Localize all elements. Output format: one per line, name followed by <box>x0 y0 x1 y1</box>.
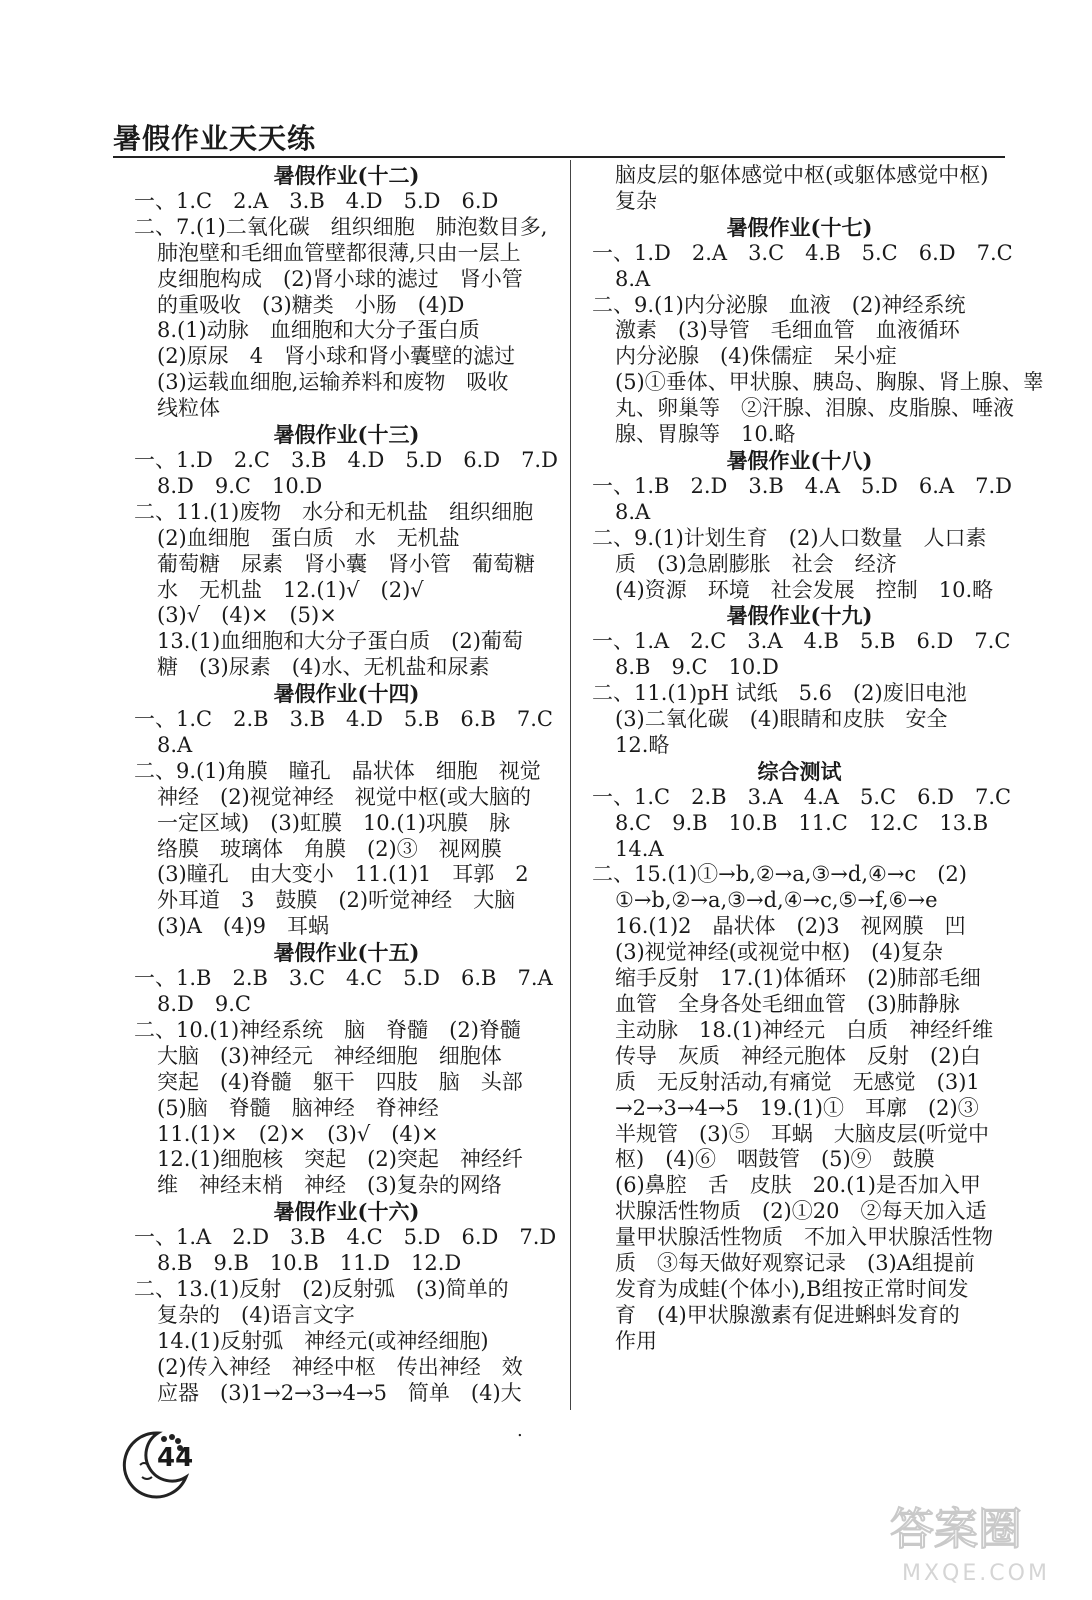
answer-line: 复杂的 (4)语言文字 <box>157 1302 355 1327</box>
section-title: 暑假作业(十二) <box>273 163 420 188</box>
answer-line: 水 无机盐 12.(1)√ (2)√ <box>157 577 424 602</box>
answer-line: 葡萄糖 尿素 肾小囊 肾小管 葡萄糖 <box>157 551 535 576</box>
answer-line: 缩手反射 17.(1)体循环 (2)肺部毛细 <box>615 966 981 991</box>
answer-line: (3)视觉神经(或视觉中枢) (4)复杂 <box>615 940 943 965</box>
answer-line: (4)资源 环境 社会发展 控制 10.略 <box>615 577 994 602</box>
page-number: 44 <box>157 1443 194 1473</box>
answer-line: 络膜 玻璃体 角膜 (2)③ 视网膜 <box>157 836 502 861</box>
answer-line: (3)瞳孔 由大变小 11.(1)1 耳郭 2 <box>157 862 529 887</box>
header-rule <box>113 156 1005 158</box>
answer-line: 皮细胞构成 (2)肾小球的滤过 肾小管 <box>157 266 523 291</box>
answer-line: 质 ③每天做好观察记录 (3)A组提前 <box>615 1251 975 1276</box>
answer-line: 糖 (3)尿素 (4)水、无机盐和尿素 <box>157 655 490 680</box>
answer-line: 一、1.B 2.D 3.B 4.A 5.D 6.A 7.D <box>592 473 1012 498</box>
answer-line: 14.A <box>615 836 664 861</box>
answer-line: 激素 (3)导管 毛细血管 血液循环 <box>615 318 960 343</box>
answer-line: 外耳道 3 鼓膜 (2)听觉神经 大脑 <box>157 888 516 913</box>
answer-line: (2)血细胞 蛋白质 水 无机盐 <box>157 525 460 550</box>
answer-line: 状腺活性物质 (2)①20 ②每天加入适 <box>615 1199 987 1224</box>
answer-line: 质 (3)急剧膨胀 社会 经济 <box>615 551 897 576</box>
answer-line: 一、1.A 2.D 3.B 4.C 5.D 6.D 7.D <box>134 1225 557 1250</box>
right-column <box>592 163 1044 1355</box>
answer-line: 质 无反射活动,有痛觉 无感觉 (3)1 <box>615 1069 980 1094</box>
answer-line: (3)A (4)9 耳蜗 <box>157 914 330 939</box>
watermark-url: MXQE.COM <box>902 1561 1050 1586</box>
answer-line: 8.A <box>615 499 651 524</box>
stray-dot: . <box>517 1420 523 1441</box>
section-title: 暑假作业(十九) <box>726 603 873 629</box>
answer-line: 血管 全身各处毛细血管 (3)肺静脉 <box>615 992 960 1016</box>
answer-line: 突起 (4)脊髓 躯干 四肢 脑 头部 <box>157 1069 523 1094</box>
answer-line: 8.D 9.C <box>157 992 251 1016</box>
answer-line: 一定区域) (3)虹膜 10.(1)巩膜 脉 <box>157 810 511 835</box>
answer-line: 11.(1)× (2)× (3)√ (4)× <box>157 1121 439 1146</box>
answer-line: 二、11.(1)废物 水分和无机盐 组织细胞 <box>134 499 534 524</box>
answer-line: 丸、卵巢等 ②汗腺、泪腺、皮脂腺、唾液 <box>615 396 1014 421</box>
answer-line: 育 (4)甲状腺激素有促进蝌蚪发育的 <box>615 1302 960 1327</box>
answer-line: 二、9.(1)角膜 瞳孔 晶状体 细胞 视觉 <box>134 758 541 783</box>
answer-line: 8.D 9.C 10.D <box>157 473 323 498</box>
answer-line: 二、9.(1)计划生育 (2)人口数量 人口素 <box>592 525 987 550</box>
section-title: 暑假作业(十四) <box>273 681 420 707</box>
answer-line: (5)脑 脊髓 脑神经 脊神经 <box>157 1095 439 1120</box>
answer-line: 二、10.(1)神经系统 脑 脊髓 (2)脊髓 <box>134 1017 521 1042</box>
answer-line: →2→3→4→5 19.(1)① 耳廓 (2)③ <box>615 1095 979 1120</box>
answer-line: 8.B 9.C 10.D <box>615 655 779 680</box>
answer-line: 二、7.(1)二氧化碳 组织细胞 肺泡数目多, <box>134 214 548 239</box>
answer-line: 8.B 9.B 10.B 11.D 12.D <box>157 1251 462 1276</box>
section-title: 暑假作业(十八) <box>726 447 873 473</box>
answer-line: 传导 灰质 神经元胞体 反射 (2)白 <box>615 1043 981 1068</box>
left-column <box>134 163 559 1407</box>
answer-line: (6)鼻腔 舌 皮肤 20.(1)是否加入甲 <box>615 1173 981 1198</box>
answer-line: 主动脉 18.(1)神经元 白质 神经纤维 <box>615 1017 994 1042</box>
section-title: 暑假作业(十六) <box>273 1199 420 1225</box>
answer-line: 的重吸收 (3)糖类 小肠 (4)D <box>157 292 465 317</box>
answer-line: 神经 (2)视觉神经 视觉中枢(或大脑的 <box>157 784 531 809</box>
answer-line: 发育为成蛙(个体小),B组按正常时间发 <box>615 1276 969 1301</box>
answer-line: 8.C 9.B 10.B 11.C 12.C 13.B <box>615 810 989 835</box>
answer-line: 13.(1)血细胞和大分子蛋白质 (2)葡萄 <box>157 629 523 654</box>
answer-line: 16.(1)2 晶状体 (2)3 视网膜 凹 <box>615 914 966 939</box>
section-title: 暑假作业(十七) <box>726 214 873 240</box>
answer-line: 一、1.A 2.C 3.A 4.B 5.B 6.D 7.C <box>592 629 1011 654</box>
answer-line: 脑皮层的躯体感觉中枢(或躯体感觉中枢) <box>615 163 989 187</box>
answer-line: 作用 <box>615 1328 657 1353</box>
answer-line: 内分泌腺 (4)侏儒症 呆小症 <box>615 344 897 369</box>
book-title: 暑假作业天天练 <box>113 122 317 155</box>
watermark-text: 答案圈 <box>890 1504 1022 1555</box>
answer-line: 14.(1)反射弧 神经元(或神经细胞) <box>157 1328 489 1353</box>
answer-line: 一、1.C 2.B 3.A 4.A 5.C 6.D 7.C <box>592 784 1012 809</box>
column-divider <box>570 160 571 1410</box>
answer-line: 应器 (3)1→2→3→4→5 简单 (4)大 <box>157 1380 522 1405</box>
answer-line: 8.A <box>157 732 193 757</box>
answer-line: 腺、胃腺等 10.略 <box>615 422 796 447</box>
answer-line: 8.A <box>615 266 651 291</box>
answer-line: 量甲状腺活性物质 不加入甲状腺活性物 <box>615 1225 993 1250</box>
answer-line: 一、1.C 2.A 3.B 4.D 5.D 6.D <box>134 188 499 213</box>
answer-line: 枢) (4)⑥ 咽鼓管 (5)⑨ 鼓膜 <box>615 1147 935 1172</box>
answer-line: 二、11.(1)pH 试纸 5.6 (2)废旧电池 <box>592 681 967 706</box>
watermark-logo <box>880 1492 1070 1592</box>
answer-line: 二、13.(1)反射 (2)反射弧 (3)简单的 <box>134 1276 509 1301</box>
section-title: 暑假作业(十五) <box>273 940 420 966</box>
answer-line: 12.略 <box>615 732 670 757</box>
answer-line: 二、9.(1)内分泌腺 血液 (2)神经系统 <box>592 292 966 317</box>
answer-line: 一、1.D 2.C 3.B 4.D 5.D 6.D 7.D <box>134 447 558 472</box>
answer-line: ①→b,②→a,③→d,④→c,⑤→f,⑥→e <box>615 888 938 913</box>
answer-line: (5)①垂体、甲状腺、胰岛、胸腺、肾上腺、睾 <box>615 370 1044 395</box>
section-title: 暑假作业(十三) <box>273 422 420 448</box>
answer-line: 大脑 (3)神经元 神经细胞 细胞体 <box>157 1043 502 1068</box>
answer-line: 一、1.C 2.B 3.B 4.D 5.B 6.B 7.C <box>134 707 553 732</box>
answer-line: (2)传入神经 神经中枢 传出神经 效 <box>157 1354 523 1379</box>
answer-line: 一、1.D 2.A 3.C 4.B 5.C 6.D 7.C <box>592 240 1013 265</box>
answer-line: 半规管 (3)⑤ 耳蜗 大脑皮层(听觉中 <box>615 1121 989 1146</box>
answer-line: (3)二氧化碳 (4)眼睛和皮肤 安全 <box>615 707 948 732</box>
answer-line: 线粒体 <box>157 396 220 421</box>
answer-line: (3)√ (4)× (5)× <box>157 603 337 628</box>
answer-line: (3)运载血细胞,运输养料和废物 吸收 <box>157 370 509 395</box>
answer-line: 二、15.(1)①→b,②→a,③→d,④→c (2) <box>592 862 967 887</box>
answer-line: 维 神经末梢 神经 (3)复杂的网络 <box>157 1173 502 1198</box>
answer-line: 一、1.B 2.B 3.C 4.C 5.D 6.B 7.A <box>134 966 553 991</box>
answer-line: 12.(1)细胞核 突起 (2)突起 神经纤 <box>157 1147 523 1172</box>
answer-line: 复杂 <box>615 188 657 213</box>
section-title: 综合测试 <box>757 758 842 784</box>
answer-line: 肺泡壁和毛细血管壁都很薄,只由一层上 <box>157 240 521 265</box>
answer-line: (2)原尿 4 肾小球和肾小囊壁的滤过 <box>157 344 516 369</box>
answer-line: 8.(1)动脉 血细胞和大分子蛋白质 <box>157 318 480 343</box>
